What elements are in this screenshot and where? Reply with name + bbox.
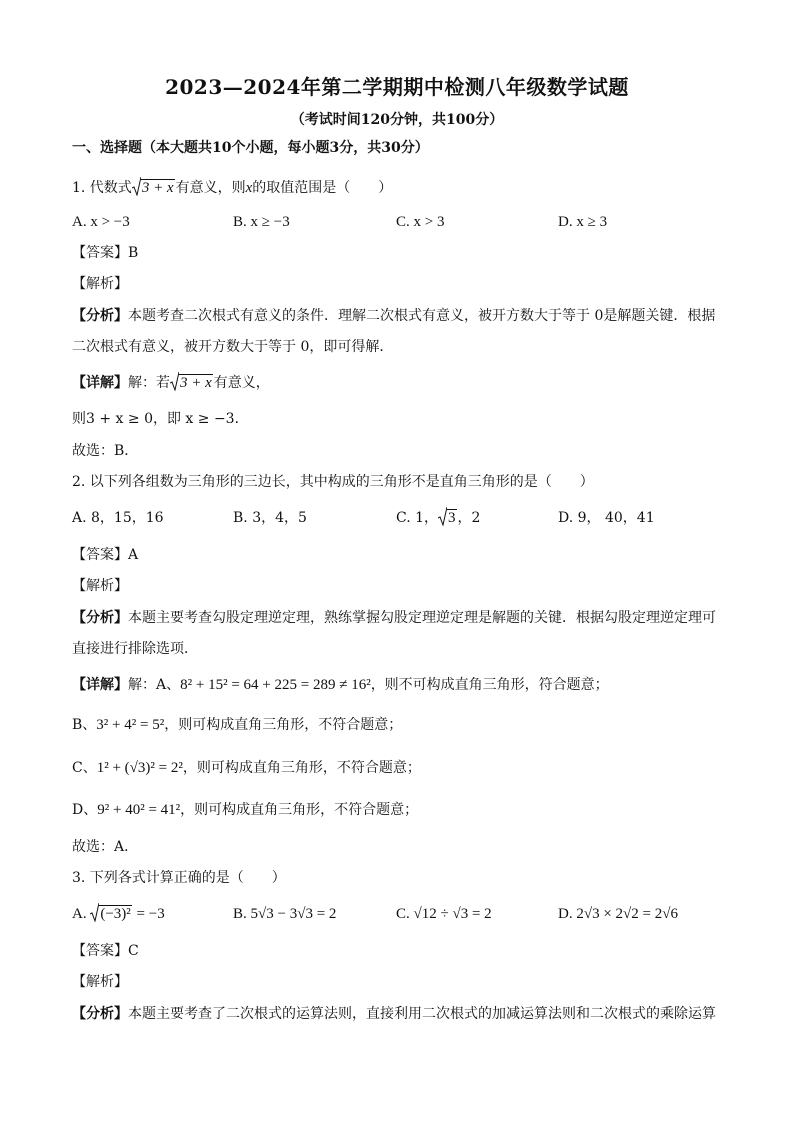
q3-jiexi: 【解析】	[72, 974, 128, 990]
q1-option-c[interactable]: C. x > 3	[396, 214, 445, 230]
q2-detail-a	[72, 675, 609, 695]
q2-analysis-line1	[72, 608, 716, 628]
q2-detail-a-math: 8² + 15² = 64 + 225 = 289 ≠ 16²	[180, 677, 371, 693]
q1-analysis-line1	[72, 306, 715, 326]
q2-option-c-post: ，2	[457, 510, 481, 526]
q3-option-d[interactable]	[558, 904, 678, 924]
q2-analysis-text1: 本题主要考查勾股定理逆定理，熟练掌握勾股定理逆定理是解题的关键．根据勾股定理逆定理可	[128, 610, 716, 626]
q1-analysis-line2: 二次根式有意义，被开方数大于等于 0，即可得解．	[72, 339, 394, 355]
q1-option-d[interactable]: D. x ≥ 3	[558, 214, 608, 230]
q1-analysis-text1: 本题考查二次根式有意义的条件．理解二次根式有意义，被开方数大于等于 0是解题关键．根据	[128, 308, 716, 324]
q1-analysis-tag: 【分析】	[72, 308, 128, 324]
q1-answer: 【答案】B	[72, 245, 139, 261]
q2-choose: 故选：A．	[72, 839, 139, 855]
q2-detail-c-pre: C、	[72, 760, 97, 776]
q3-option-a[interactable]	[72, 904, 165, 924]
q2-detail-b-math: 3² + 4² = 5²	[96, 717, 165, 733]
q2-option-c-sqrt	[438, 508, 457, 528]
radical-sign-icon	[438, 507, 447, 526]
q1-prefix: 1. 代数式	[72, 180, 132, 196]
q2-option-a[interactable]: A. 8，15，16	[72, 510, 164, 526]
q2-detail-tag: 【详解】	[72, 677, 128, 693]
q1-jiexi: 【解析】	[72, 276, 128, 292]
q2-analysis-tag: 【分析】	[72, 610, 128, 626]
q2-option-c-radicand: 3	[448, 510, 456, 526]
q1-choose: 故选：B．	[72, 443, 139, 459]
q1-detail-line1	[72, 373, 270, 393]
q3-option-c[interactable]	[396, 904, 492, 924]
q2-detail-b-post: ，则可构成直角三角形，不符合题意；	[164, 717, 403, 733]
q3-stem: 3. 下列各式计算正确的是（ ）	[72, 870, 286, 886]
radical-sign-icon	[132, 177, 141, 196]
q2-option-b[interactable]: B. 3，4，5	[233, 510, 307, 526]
q3-analysis-tag: 【分析】	[72, 1006, 128, 1022]
q2-detail-d-post: ，则可构成直角三角形，不符合题意；	[180, 802, 419, 818]
q2-detail-d	[72, 800, 418, 820]
q3-option-d-label: D.	[558, 906, 573, 922]
q2-stem: 2. 以下列各组数为三角形的三边长，其中构成的三角形不是直角三角形的是（ ）	[72, 474, 594, 490]
q3-option-b[interactable]	[233, 904, 336, 924]
q1-radicand: 3 + x	[141, 180, 174, 196]
radical-sign-icon	[90, 903, 99, 922]
q1-option-a[interactable]: A. x > −3	[72, 214, 130, 230]
q1-detail-radicand: 3 + x	[180, 375, 212, 391]
q1-option-b[interactable]: B. x ≥ −3	[233, 214, 290, 230]
q2-analysis-line2: 直接进行排除选项．	[72, 641, 198, 657]
q3-analysis-line1	[72, 1004, 716, 1024]
q2-detail-d-pre: D、	[72, 802, 98, 818]
q2-detail-b-pre: B、	[72, 717, 97, 733]
q1-detail-sqrt	[170, 373, 213, 393]
q2-detail-d-math: 9² + 40² = 41²	[97, 802, 181, 818]
q2-detail-c-post: ，则可构成直角三角形，不符合题意；	[182, 760, 421, 776]
q3-option-a-label: A.	[72, 906, 87, 922]
q1-sqrt	[132, 178, 175, 198]
q2-option-c-pre: C. 1，	[396, 510, 439, 526]
q3-option-d-expr: 2√3 × 2√2 = 2√6	[576, 906, 678, 922]
q3-analysis-text1: 本题主要考查了二次根式的运算法则，直接利用二次根式的加减运算法则和二次根式的乘除运算	[128, 1006, 716, 1022]
q1-suffix-b: 的取值范围是（ ）	[252, 180, 393, 196]
q2-detail-a-pre: 解：A、	[128, 677, 181, 693]
q1-step: 则3 + x ≥ 0，即 x ≥ −3．	[72, 411, 249, 427]
q2-detail-a-post: ，则不可构成直角三角形，符合题意；	[370, 677, 609, 693]
q1-suffix-a: 有意义，则	[175, 180, 246, 196]
exam-duration: （考试时间120分钟，共100分）	[290, 112, 504, 128]
q2-detail-c	[72, 758, 421, 778]
q2-detail-c-math: 1² + (√3)² = 2²	[96, 760, 183, 776]
page-title: 2023—2024年第二学期期中检测八年级数学试题	[165, 75, 629, 99]
q3-option-c-expr: √12 ÷ √3 = 2	[413, 906, 492, 922]
q1-detail-pre: 解：若	[128, 375, 170, 391]
q1-var: x	[245, 180, 253, 196]
q2-option-c[interactable]	[396, 508, 480, 528]
q1-detail-tag: 【详解】	[72, 375, 128, 391]
q3-option-b-label: B.	[233, 906, 247, 922]
q3-option-a-radicand: (−3)²	[100, 906, 131, 922]
q3-option-a-rest: = −3	[136, 906, 165, 922]
section-heading: 一、选择题（本大题共10个小题，每小题3分，共30分）	[72, 140, 429, 156]
q3-option-b-expr: 5√3 − 3√3 = 2	[250, 906, 337, 922]
q1-stem	[72, 178, 392, 198]
q2-answer: 【答案】A	[72, 547, 139, 563]
q2-option-d[interactable]: D. 9， 40，41	[558, 510, 655, 526]
q3-option-c-label: C.	[396, 906, 410, 922]
q2-detail-b	[72, 715, 402, 735]
q3-option-a-sqrt	[90, 904, 131, 924]
q1-detail-post: 有意义，	[213, 375, 270, 391]
q3-answer: 【答案】C	[72, 943, 139, 959]
q2-jiexi: 【解析】	[72, 578, 128, 594]
radical-sign-icon	[170, 372, 179, 391]
